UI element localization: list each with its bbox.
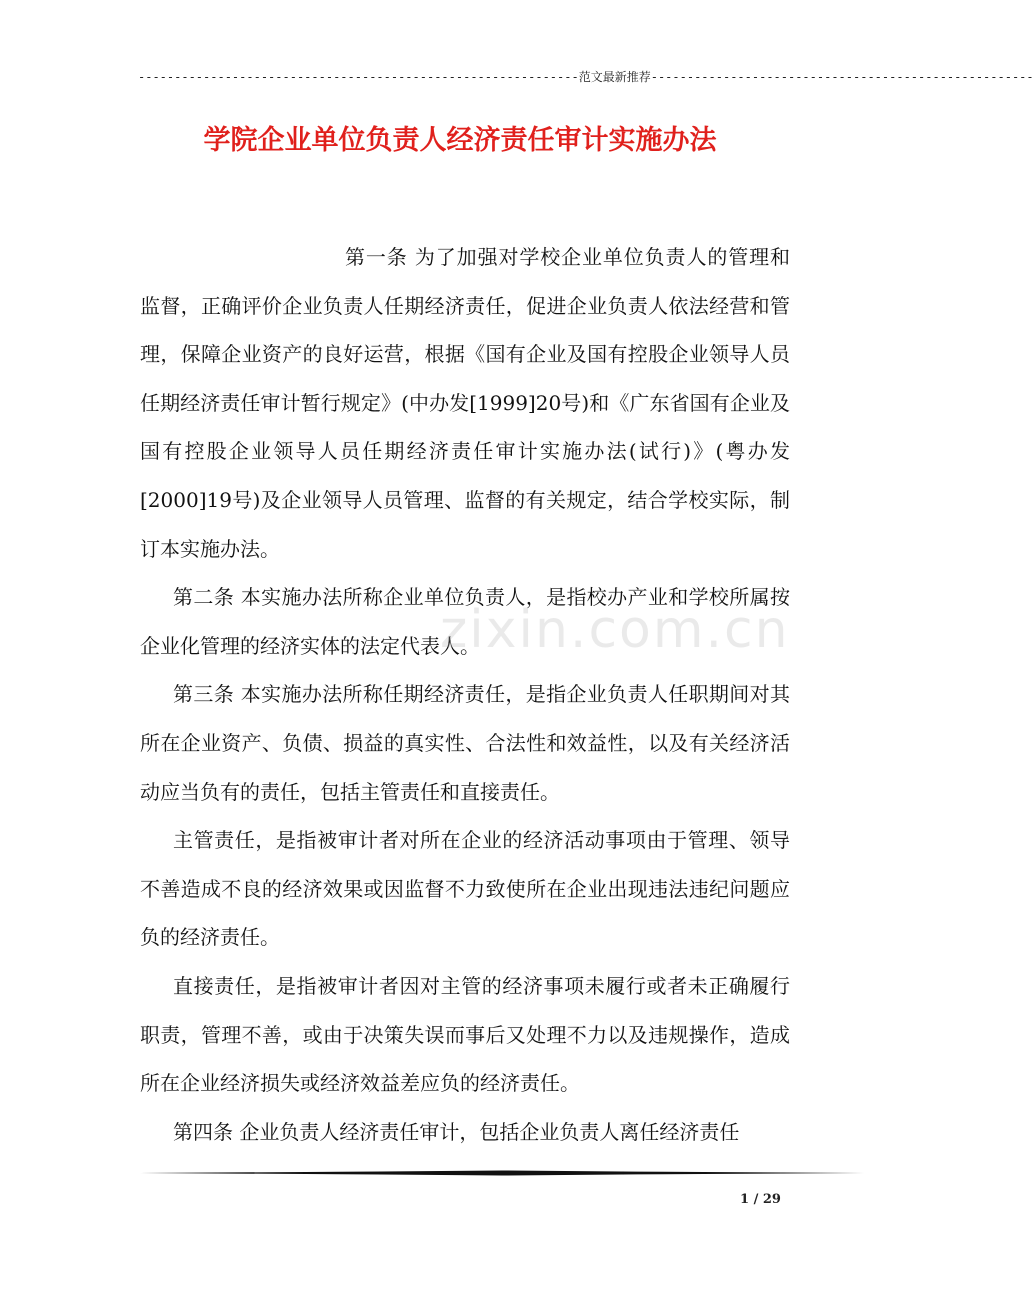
footer-rule: [140, 1170, 864, 1176]
header-dashes-left: -------------------------------------------------------------: [138, 70, 579, 84]
running-header: [138, 68, 1034, 85]
paragraph-article-4: 第四条 企业负责人经济责任审计，包括企业负责人离任经济责任: [173, 1119, 740, 1144]
paragraph-article-1: 第一条 为了加强对学校企业单位负责人的管理和监督，正确评价企业负责人任期经济责任，促进企业负责人依法经营和管理，保障企业资产的良好运营，根据《国有企业及国有控股企业领导人员任期经济责任审计暂行规定》(中办发[1999]20号)和《广东省国有企业及国有控股企业领导人员任期经济责任审计实施办法(试行)》(粤办发[2000]19号)及企业领导人员管理、监督的有关规定，结合学校实际，制订本实施办法。: [140, 245, 790, 561]
watermark: zixin.com.cn: [440, 600, 790, 660]
page-number: 1 / 29: [740, 1192, 781, 1207]
paragraph-direct-responsibility: 直接责任，是指被审计者因对主管的经济事项未履行或者未正确履行职责，管理不善，或由于决策失误而事后又处理不力以及违规操作，造成所在企业经济损失或经济效益差应负的经济责任。: [140, 973, 790, 1096]
document-title: 学院企业单位负责人经济责任审计实施办法: [203, 125, 717, 156]
document-body: [140, 233, 790, 1156]
paragraph-supervisory-responsibility: 主管责任，是指被审计者对所在企业的经济活动事项由于管理、领导不善造成不良的经济效果或因监督不力致使所在企业出现违法违纪问题应负的经济责任。: [140, 828, 790, 950]
header-dashes-right: -----------------------------------------------------: [650, 70, 1034, 84]
header-label: 范文最新推荐: [578, 70, 651, 84]
paragraph-article-2: 第二条 本实施办法所称企业单位负责人，是指校办产业和学校所属按企业化管理的经济实体的法定代表人。: [140, 585, 790, 658]
paragraph-article-3: 第三条 本实施办法所称任期经济责任，是指企业负责人任职期间对其所在企业资产、负债、损益的真实性、合法性和效益性，以及有关经济活动应当负有的责任，包括主管责任和直接责任。: [140, 682, 790, 804]
